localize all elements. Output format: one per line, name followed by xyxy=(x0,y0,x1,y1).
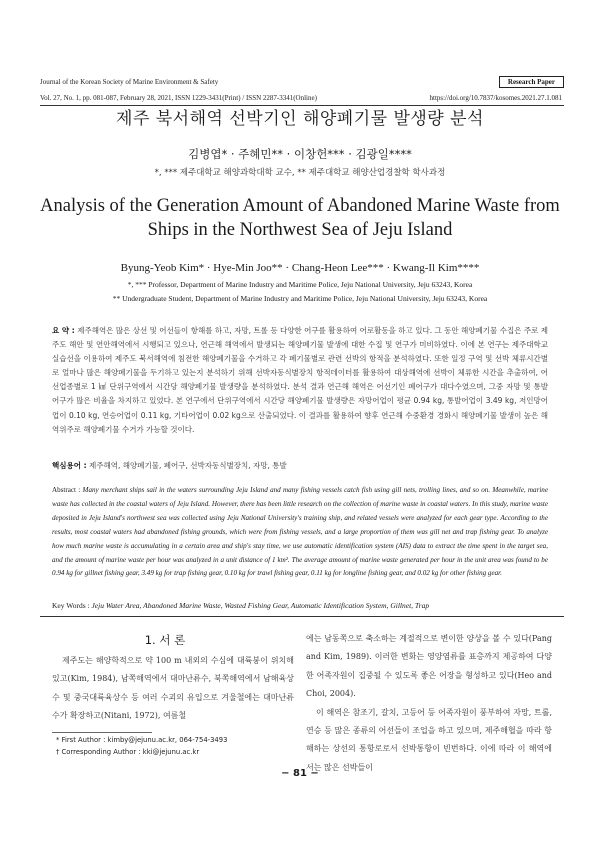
footnote-rule xyxy=(52,732,152,733)
english-authors: Byung-Yeob Kim* · Hye-Min Joo** · Chang-Heon Lee*** · Kwang-Il Kim**** xyxy=(120,262,480,274)
english-title-line2: Ships in the Northwest Sea of Jeju Island xyxy=(147,220,453,240)
left-column xyxy=(52,652,294,726)
intro-paragraph-3: 이 해역은 참조기, 갈치, 고등어 등 어족자원이 풍부하여 자망, 트롤, 연승 등 많은 종류의 어선들이 조업을 하고 있으며, 제주해협을 따라 항해하는 상선의 통항로로서 선박통항이 빈번하다. 이에 따라 이 해역에서는 많은 선박들이 xyxy=(306,707,552,772)
english-abstract-label: Abstract : xyxy=(52,486,81,494)
korean-affiliation: *, *** 제주대학교 해양과학대학 교수, ** 제주대학교 해양산업경찰학 학사과정 xyxy=(154,168,446,178)
english-title-line1: Analysis of the Generation Amount of Abandoned Marine Waste from xyxy=(40,196,560,216)
english-affiliation-2: ** Undergraduate Student, Department of Marine Industry and Maritime Police, Jeju National University, Jeju 63243, Korea xyxy=(112,294,488,303)
right-column xyxy=(306,630,552,777)
english-keywords-text: Jeju Water Area, Abandoned Marine Waste, Wasted Fishing Gear, Automatic Identification System, Gillnet, Trap xyxy=(91,601,430,610)
english-keywords-label: Key Words : xyxy=(52,601,90,610)
keywords-rule xyxy=(40,616,564,617)
korean-keywords-text: 제주해역, 해양폐기물, 폐어구, 선박자동식별장치, 자망, 통발 xyxy=(88,461,287,470)
volume-info: Vol. 27, No. 1, pp. 081-087, February 28, 2021, ISSN 1229-3431(Print) / ISSN 2287-3341(Online) xyxy=(40,94,317,102)
intro-paragraph-1: 제주도는 해양학적으로 약 100 m 내외의 수심에 대륙붕이 위치해 있고(Kim, 1984), 남쪽해역에서 대마난류수, 북쪽해역에서 남해육상수 및 중국대륙육상수 등 여러 수괴의 유입으로 겨울철에는 대마난류수가 확장하고(Nitani, 1972), 여름철 xyxy=(52,656,294,721)
korean-authors: 김병엽* · 주혜민** · 이창헌*** · 김광일**** xyxy=(188,147,412,161)
corresponding-author-footnote: † Corresponding Author : kki@jejunu.ac.kr xyxy=(56,748,200,756)
intro-paragraph-2: 에는 남동쪽으로 축소하는 계절적으로 변이한 양상을 볼 수 있다(Pang and Kim, 1989). 이러한 변화는 영양염류를 표층까지 제공하여 다양한 어족자원이 집중될 수 있도록 좋은 어장을 형성하고 있다(Heo and Choi, 2004). xyxy=(306,634,552,699)
research-paper-badge: Research Paper xyxy=(499,76,564,88)
first-author-footnote: * First Author : kimby@jejunu.ac.kr, 064-754-3493 xyxy=(56,736,228,744)
english-affiliation-1: *, *** Professor, Department of Marine Industry and Maritime Police, Jeju National University, Jeju 63243, Korea xyxy=(127,280,473,289)
korean-abstract xyxy=(52,324,548,437)
section-title: 1. 서 론 xyxy=(144,633,186,647)
page-number: − 81 − xyxy=(281,768,319,779)
english-keywords xyxy=(52,601,552,610)
english-abstract xyxy=(52,484,548,581)
english-abstract-text: Many merchant ships sail in the waters surrounding Jeju Island and many fishing vessels catch fish using gill nets, trolling lines, and so on. Meanwhile, marine waste has collected in the coastal waters of Jeju Island. However, there has been little research on the collection of marine waste in coastal waters. In this study, marine waste deposited in Jeju Island's northwest sea was collected using Jeju National University's training ship, and related vessels were analyzed for each gear type. According to the results, most coastal waters had abandoned fishing grounds, which were from fishing vessels, and a large proportion of them was gill net and trap fishing gear. To analyze how much marine waste is accumulating in a certain area and ship's stay time, we use automatic identification system (AIS) data to extract the time spent in the target sea, and the amount of marine waste per hour was analyzed in a unit distance of 1 km². The average amount of marine waste generated per hour in the unit area was found to be 0.94 kg for gillnet fishing gear, 3.49 kg for trap fishing gear, 0.10 kg for trawl fishing gear, 0.11 kg for longline fishing gear, and 0.02 kg for other fishing gear. xyxy=(52,486,548,578)
korean-abstract-text: 제주해역은 많은 상선 및 어선들이 항해를 하고, 자망, 트롤 등 다양한 어구를 활용하여 어로활동을 하고 있다. 그 동안 해양폐기물 수집은 주로 제주도 해안 및 연안해역에서 시행되고 있으나, 연근해 해역에서 발생되는 해양폐기물 발생에 대한 수집 및 연구가 미비하였다. 이에 본 연구는 제주대학교 실습선을 이용하여 제주도 북서해역에 침전한 해양폐기물을 수거하고 각 폐기물별로 관련 선박의 항적을 분석하였다. 또한 일정 구역 및 선박 체류시간별로 얼마나 많은 해양폐기물을 두기하고 있는지 분석하기 위해 선박자동식별장치 항적데이터를 활용하여 대상해역에 선박이 체류한 시간을 추출하여, 어선업종별로 1 ㎢ 단위구역에서 시간당 해양폐기물 발생량을 분석하였다. 분석 결과 연근해 해역은 어선기인 폐어구가 대다수였으며, 그중 자망 및 통발 어구가 많은 비율을 차지하고 있었다. 본 연구에서 단위구역에서 시간당 해양폐기물 발생량은 자망어업이 평균 0.94 kg, 통발어업이 3.49 kg, 저인망어업이 0.10 kg, 연승어업이 0.11 kg, 기타어업이 0.02 kg으로 산출되었다. 이 결과를 활용하여 향후 연근해 수중환경 경화시 해양폐기물 발생이 높은 해역위주로 해양폐기물 수거가 가능할 것이다. xyxy=(52,326,548,434)
korean-keywords-label: 핵심용어 : xyxy=(52,461,87,470)
korean-title: 제주 북서해역 선박기인 해양폐기물 발생량 분석 xyxy=(116,109,484,129)
journal-name: Journal of the Korean Society of Marine Environment & Safety xyxy=(40,78,219,86)
doi-link[interactable]: https://doi.org/10.7837/kosomes.2021.27.1.081 xyxy=(429,94,562,102)
korean-abstract-label: 요 약 : xyxy=(52,326,75,335)
korean-keywords xyxy=(52,460,548,471)
